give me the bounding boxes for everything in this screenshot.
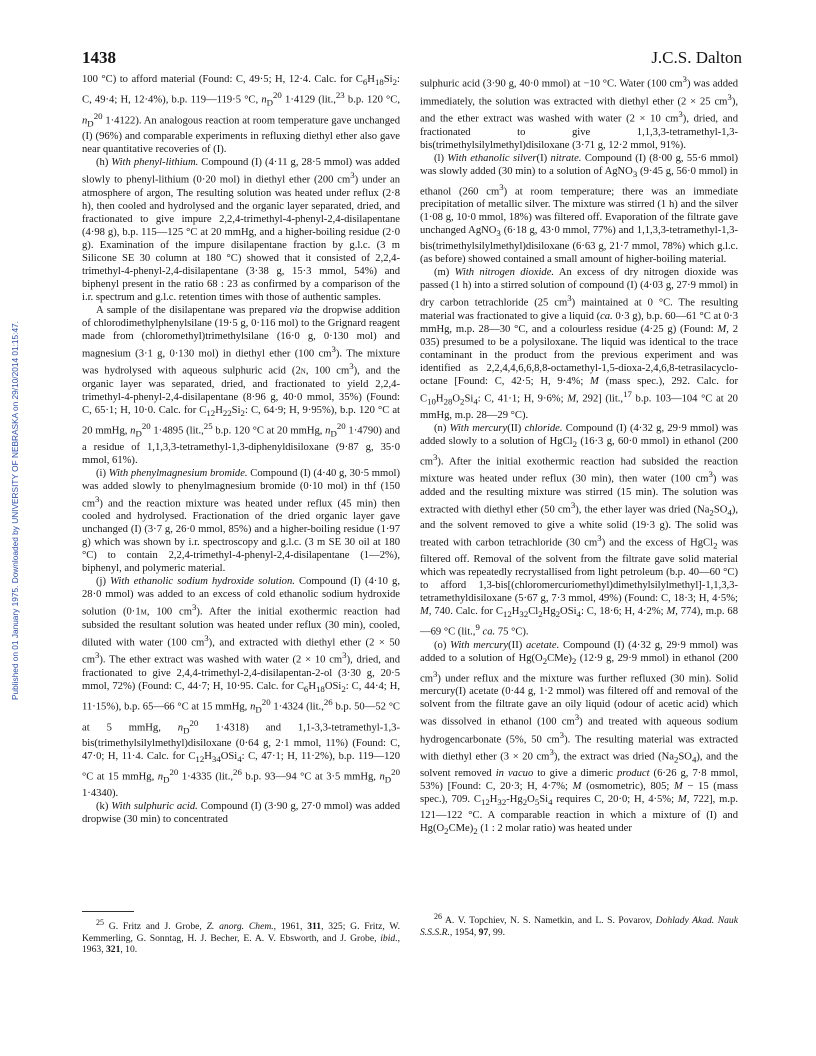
paragraph: (n) With mercury(II) chloride. Compound (I) (4·32 g, 29·9 mmol) was added slowly to a solution of HgCl$_2$ (16·3 g, 60·0 mmol) in ethanol (200 $cm^3$). After the initial exothermic reaction had subsided the reaction mixture was heated under reflux (30 min), then water (100 $cm^3$) was added and the resulting mixture was stirred (15 min). The solution was extracted with diethyl ether (50 $cm^3$), the ether layer was dried $(Na_2SO_4)$, and the solvent removed to give a white solid (19·3 g). The solid was treated with carbon tetrachloride (30 $cm^3$) and the excess of HgCl$_2$ was filtered off. Removal of the solvent from the filtrate gave solid material which was repeatedly recrystallised from light petroleum (b.p. 40—60 °C) to afford 1,3-bis[(chloromercuriomethyl)dimethylsilylmethyl]-1,1,3,3-tetramethyldisiloxane (5·67 g, 7·3 mmol, 49%) (Found: C, 18·3; H, 4·5%; M, 740. Calc. for $C_{12}H_{32}Cl_2Hg_2OSi_4$: C, 18·6; H, 4·2%; M, 774), m.p. 68—69 °C (lit.,$^9$ ca. 75 °C). — [420, 422, 739, 638]
page-header — [82, 48, 742, 70]
paragraph: (j) With ethanolic sodium hydroxide solution. Compound (I) (4·10 g, 28·0 mmol) was added to an excess of cold ethanolic sodium hydroxide solution (0·1m, 100 $cm^3$). After the initial exothermic reaction had subsided the resultant solution was heated under reflux (30 min), cooled, diluted with water (100 $cm^3$), and extracted with diethyl ether (2 × 50 $cm^3$). The ether extract was washed with water (2 × 10 $cm^3$), dried, and fractionated to give 2,4,4-trimethyl-2,4-disilapentan-2-ol (3·30 g, 20·5 mmol, 72%) (Found: C, 44·7; H, 10·95. Calc. for $C_6H_{18}OSi_2$: C, 44·4; H, 11·15%), b.p. 65—66 °C at 15 mmHg, $n_D^{20}$ 1·4324 (lit.,$^{26}$ b.p. 50—52 °C at 5 mmHg, $n_D^{20}$ 1·4318) and 1,1-3,3-tetramethyl-1,3-bis(trimethylsilylmethyl)disiloxane (0·64 g, 2·1 mmol, 11%) (Found: C, 47·0; H, 11·4. Calc. for $C_{12}H_{34}OSi_4$: C, 47·1; H, 11·2%), b.p. 119—120 °C at 15 mmHg, $n_D^{20}$ 1·4335 (lit.,$^{26}$ b.p. 93—94 °C at 3·5 mmHg, $n_D^{20}$ 1·4340). — [82, 576, 401, 799]
paragraph: (m) With nitrogen dioxide. An excess of dry nitrogen dioxide was passed (1 h) into a stirred solution of compound (I) (4·03 g, 27·9 mmol) in dry carbon tetrachloride (25 $cm^3$) maintained at 0 °C. The resulting material was fractionated to give a liquid (ca. 0·3 g), b.p. 60—61 °C at 0·3 mmHg, m.p. 28—30 °C, and a colourless residue (4·25 g) (Found: M, 2 035) presumed to be a polysiloxane. The liquid was identical to the trace contaminant in the product from the previous experiment and was identified as 2,2,4,4,6,6,8,8-octamethyl-1,5-dioxa-2,4,6,8-tetrasilacyclo-octane [Found: C, 42·5; H, 9·4%; M (mass spec.), 292. Calc. for $C_{10}H_{28}O_2Si_4$: C, 41·1; H, 9·6%; M, 292] (lit.,$^{17}$ b.p. 103—104 °C at 20 mmHg, m.p. 28—29 °C). — [420, 267, 739, 421]
download-notice — [8, 250, 22, 700]
journal-name: J.C.S. Dalton — [651, 48, 742, 67]
left-column — [82, 73, 400, 826]
footnotes-left — [82, 911, 400, 956]
footnote-rule — [82, 911, 134, 912]
paragraph: 100 °C) to afford material (Found: C, 49·5; H, 12·4. Calc. for $C_6H_{18}Si_2$: C, 49·4; H, 12·4%), b.p. 119—119·5 °C, $n_D^{20}$ 1·4129 (lit.,$^{23}$ b.p. 120 °C, $n_D^{20}$ 1·4122). An analogous reaction at room temperature gave unchanged (I) (96%) and comparable experiments in refluxing diethyl ether also gave near quantitative recoveries of (I). — [82, 74, 400, 156]
footnote: $^{26}$ A. V. Topchiev, N. S. Nametkin, and L. S. Povarov, Dohlady Akad. Nauk S.S.S.R., 1954, 97, 99. — [420, 912, 738, 938]
footnote: $^{25}$ G. Fritz and J. Grobe, Z. anorg. Chem., 1961, 311, 325; G. Fritz, W. Kemmerling, G. Sonntag, H. J. Becher, E. A. V. Ebsworth, and J. Grobe, ibid., 1963, 321, 10. — [82, 918, 400, 956]
paragraph: (o) With mercury(II) acetate. Compound (I) (4·32 g, 29·9 mmol) was added to a solution of $Hg(O_2CMe)_2$ (12·9 g, 29·9 mmol) in ethanol (200 $cm^3$) under reflux and the mixture was further refluxed (30 min). Solid mercury(I) acetate (0·44 g, 1·2 mmol) was filtered off and removal of the solvent from the filtrate gave an oily liquid (odour of acetic acid) which was dissolved in ethanol (100 $cm^3$) and treated with aqueous sodium hydrogencarbonate (5%, 50 $cm^3$). The resulting material was extracted with diethyl ether (3 × 20 $cm^3$), the extract was dried $(Na_2SO_4)$, and the solvent removed in vacuo to give a dimeric product (6·26 g, 7·8 mmol, 53%) [Found: C, 20·3; H, 4·7%; M (osmometric), 805; M − 15 (mass spec.), 709. $C_{12}H_{32}-Hg_2O_5Si_4$ requires C, 20·0; H, 4·5%; M, 722], m.p. 121—122 °C. A comparable reaction in which a mixture of (I) and $Hg(O_2CMe)_2$ (1 : 2 molar ratio) was heated under — [420, 639, 739, 837]
footnotes-right — [420, 911, 738, 938]
paragraph: A sample of the disilapentane was prepared via the dropwise addition of chlorodimethylphenylsilane (19·5 g, 0·116 mol) to the Grignard reagent made from (chloromethyl)trimethylsilane (16·0 g, 0·130 mol) and magnesium (3·1 g, 0·130 mol) in diethyl ether (100 $cm^3$). The mixture was hydrolysed with aqueous sulphuric acid (2n, 100 $cm^3$), and the organic layer was separated, dried, and fractionated to yield 2,2,4-trimethyl-4-phenyl-2,4-disilapentane (8·96 g, 40·0 mmol, 35%) (Found: C, 65·1; H, 10·0. Calc. for $C_{12}H_{22}Si_2$: C, 64·9; H, 9·95%), b.p. 120 °C at 20 mmHg, $n_D^{20}$ 1·4895 (lit.,$^{25}$ b.p. 120 °C at 20 mmHg, $n_D^{20}$ 1·4790) and a residue of 1,1,3,3-tetramethyl-1,3-diphenyldisiloxane (9·87 g, 35·0 mmol, 61%). — [82, 304, 400, 466]
paragraph: (i) With phenylmagnesium bromide. Compound (I) (4·40 g, 30·5 mmol) was added slowly to phenylmagnesium bromide (0·10 mol) in thf (150 $cm^3$) and the reaction mixture was heated under reflux (45 min) then cooled and hydrolysed. Fractionation of the dried organic layer gave unchanged (I) (3·7 g, 26·0 mmol, 85%) and a higher-boiling residue (1·97 g) which was shown by i.r. spectroscopy and g.l.c. (3 m SE 30 oil at 180 °C) to contain 2,2,4-trimethyl-4-phenyl-2,4-disilapentane (1—2%), biphenyl, and polymeric material. — [82, 467, 401, 575]
paragraph: (k) With sulphuric acid. Compound (I) (3·90 g, 27·0 mmol) was added dropwise (30 min) to concentrated — [82, 801, 400, 825]
paragraph: (h) With phenyl-lithium. Compound (I) (4·11 g, 28·5 mmol) was added slowly to phenyl-lithium (0·20 mol) in diethyl ether (200 $cm^3$) under an atmosphere of argon, The resulting solution was heated under reflux (2·8 h), then cooled and hydrolysed and the organic layer separated, dried, and fractionated to give impure 2,2,4-trimethyl-4-phenyl-2,4-disilapentane (4·98 g), b.p. 115—125 °C at 20 mmHg, and a higher-boiling residue (2·0 g). Examination of the impure disilapentane fraction by g.l.c. (3 m Silicone SE 30 column at 180 °C) showed that it consisted of 2,2,4-trimethyl-4-phenyl-2,4-disilapentane (3·38 g, 15·3 mmol, 54%) and biphenyl present in the ratio 68 : 23 as confirmed by a comparison of the i.r. spectrum and g.l.c. retention times with those of authentic samples. — [82, 157, 400, 303]
paragraph: (l) With ethanolic silver(I) nitrate. Compound (I) (8·00 g, 55·6 mmol) was slowly added (30 min) to a solution of AgNO$_3$ (9·45 g, 56·0 mmol) in ethanol (260 $cm^3$) at room temperature; there was an immediate precipitation of metallic silver. The mixture was stirred (1 h) and the silver (1·08 g, 10·0 mmol, 18%) was filtered off. Evaporation of the filtrate gave unchanged AgNO$_3$ (6·18 g, 43·0 mmol, 77%) and 1,1,3,3-tetramethyl-1,3-bis(trimethylsilylmethyl)disiloxane (6·63 g, 21·7 mmol, 78%) which g.l.c. (as before) showed contained a small amount of higher-boiling material. — [420, 152, 738, 266]
download-notice-text[interactable]: Published on 01 January 1975. Downloaded by UNIVERSITY OF NEBRASKA on 29/10/2014 01:15:47. — [10, 321, 20, 700]
page-number: 1438 — [82, 48, 116, 67]
paragraph: sulphuric acid (3·90 g, 40·0 mmol) at −10 °C. Water (100 $cm^3$) was added immediately, the solution was extracted with diethyl ether (2 × 25 $cm^3$), and the ether extract was washed with water (2 × 10 $cm^3$), dried, and fractionated to give 1,1,3,3-tetramethyl-1,3-bis(trimethylsilylmethyl)disiloxane (3·71 g, 12·2 mmol, 91%). — [420, 74, 738, 151]
right-column — [420, 73, 738, 838]
